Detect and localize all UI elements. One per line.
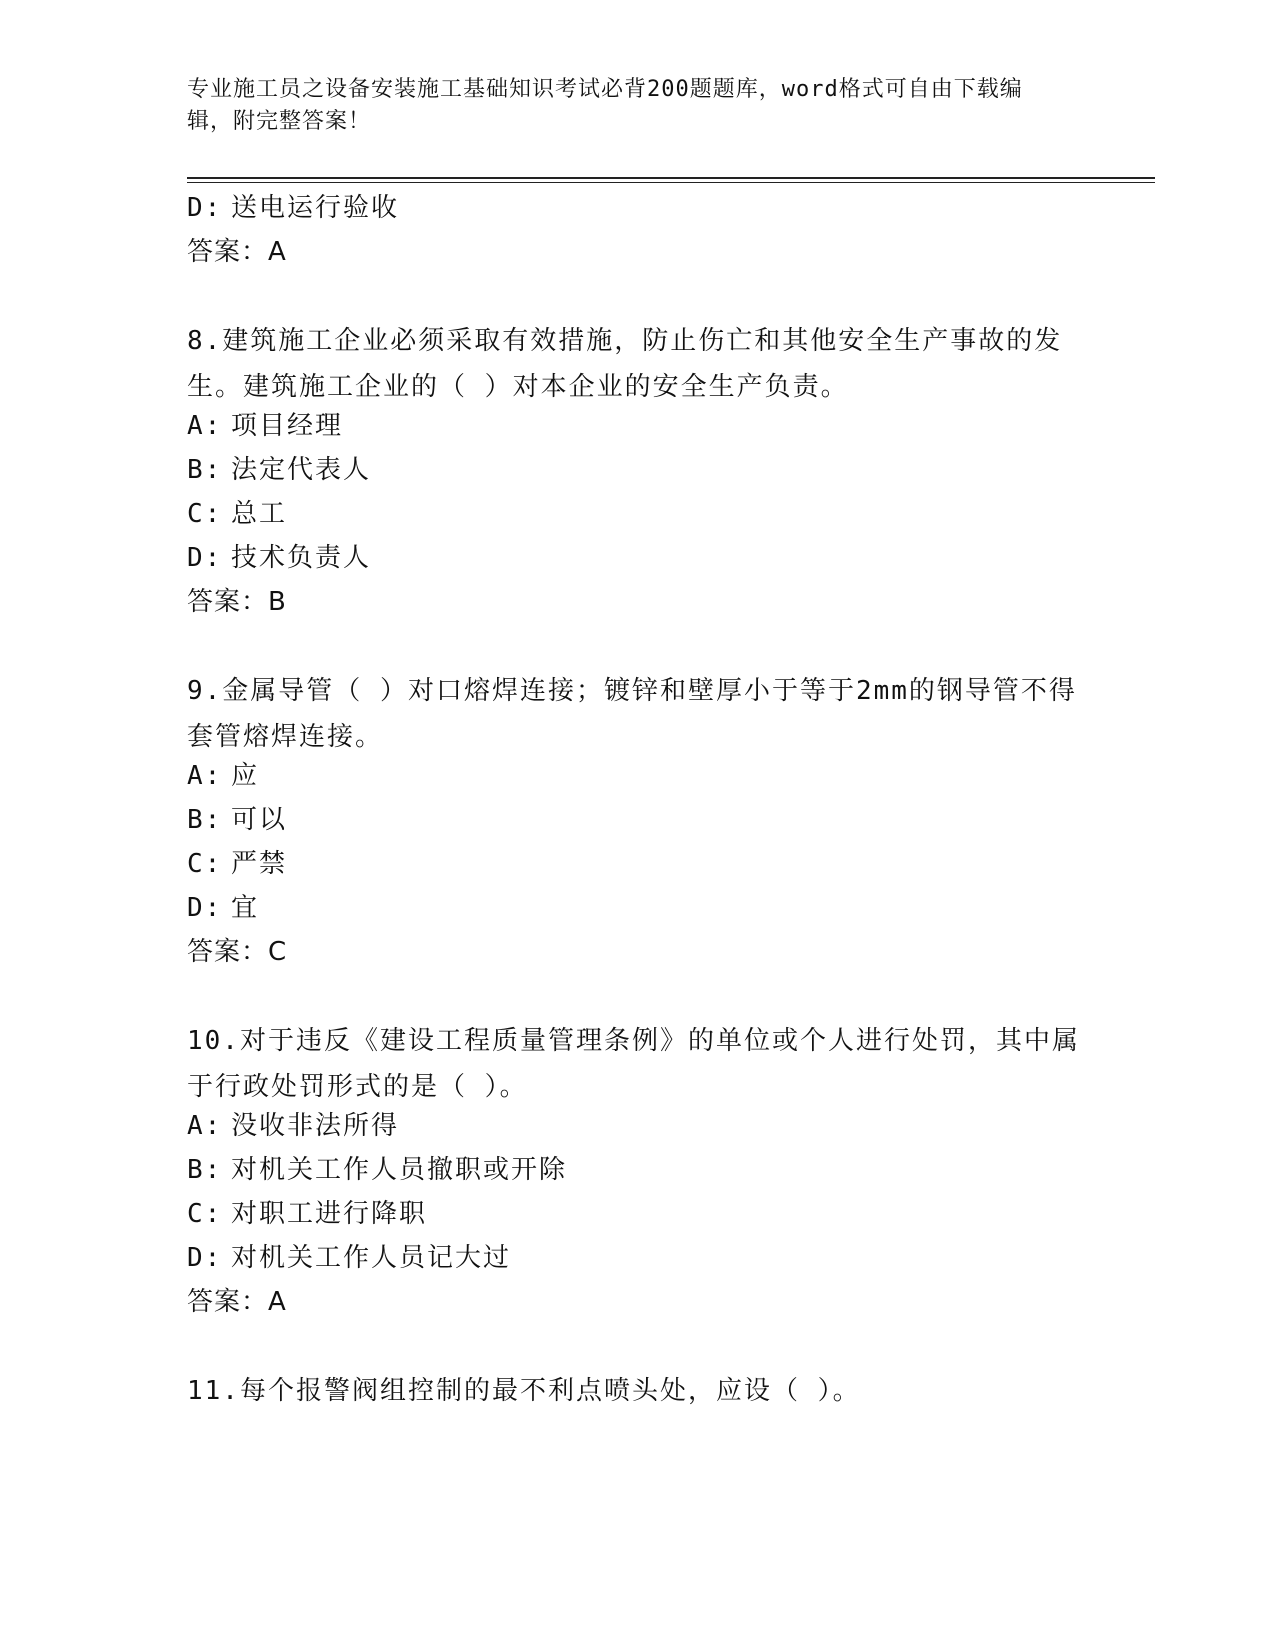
- option-text: 应: [231, 761, 260, 791]
- question-8-stem: 8.建筑施工企业必须采取有效措施，防止伤亡和其他安全生产事故的发生。建筑施工企业的（ ）对本企业的安全生产负责。: [187, 326, 1063, 402]
- option-letter: C:: [187, 1199, 223, 1229]
- question-9-answer: 答案：C: [187, 937, 288, 967]
- question-8-option-b: [187, 450, 371, 490]
- option-letter: B:: [187, 1155, 223, 1185]
- option-letter: D:: [187, 893, 223, 923]
- header-divider-thick: [187, 177, 1155, 179]
- header-divider-thin: [187, 182, 1155, 183]
- option-letter: C:: [187, 499, 223, 529]
- question-9-option-b: [187, 800, 287, 840]
- question-10-option-b: [187, 1150, 567, 1190]
- option-text: 可以: [231, 805, 288, 835]
- option-text: 技术负责人: [231, 543, 372, 573]
- option-text: 对机关工作人员记大过: [231, 1243, 512, 1273]
- option-text: 没收非法所得: [231, 1111, 400, 1141]
- option-letter: B:: [187, 455, 223, 485]
- option-letter: D:: [187, 543, 223, 573]
- question-11-stem: 11.每个报警阀组控制的最不利点喷头处，应设（ ）。: [187, 1376, 861, 1406]
- question-9-option-d: [187, 888, 259, 928]
- option-text: 宜: [231, 893, 260, 923]
- question-8-answer: 答案：B: [187, 587, 287, 617]
- option-letter: C:: [187, 849, 223, 879]
- prev-option-d: [187, 188, 399, 228]
- question-10-option-a: [187, 1106, 399, 1146]
- option-letter: A:: [187, 411, 223, 441]
- question-8-option-c: [187, 494, 287, 534]
- option-text: 法定代表人: [231, 455, 372, 485]
- prev-answer: 答案：A: [187, 237, 287, 267]
- question-10-option-c: [187, 1194, 427, 1234]
- option-text: 项目经理: [231, 411, 344, 441]
- option-text: 总工: [231, 499, 288, 529]
- question-9-stem: 9.金属导管（ ）对口熔焊连接；镀锌和壁厚小于等于2mm的钢导管不得套管熔焊连接。: [187, 676, 1077, 752]
- question-10-stem: 10.对于违反《建设工程质量管理条例》的单位或个人进行处罚，其中属于行政处罚形式的是（ ）。: [187, 1026, 1080, 1102]
- question-9-option-c: [187, 844, 287, 884]
- question-8-option-d: [187, 538, 371, 578]
- option-letter: D:: [187, 193, 223, 223]
- question-9-option-a: [187, 756, 259, 796]
- option-letter: B:: [187, 805, 223, 835]
- option-letter: A:: [187, 1111, 223, 1141]
- option-text: 严禁: [231, 849, 288, 879]
- document-header-title: 专业施工员之设备安装施工基础知识考试必背200题题库，word格式可自由下载编辑，附完整答案！: [187, 77, 1023, 134]
- question-10-answer: 答案：A: [187, 1287, 287, 1317]
- option-text: 送电运行验收: [231, 193, 400, 223]
- option-letter: D:: [187, 1243, 223, 1273]
- option-text: 对职工进行降职: [231, 1199, 428, 1229]
- question-10-option-d: [187, 1238, 511, 1278]
- option-letter: A:: [187, 761, 223, 791]
- option-text: 对机关工作人员撤职或开除: [231, 1155, 568, 1185]
- question-8-option-a: [187, 406, 343, 446]
